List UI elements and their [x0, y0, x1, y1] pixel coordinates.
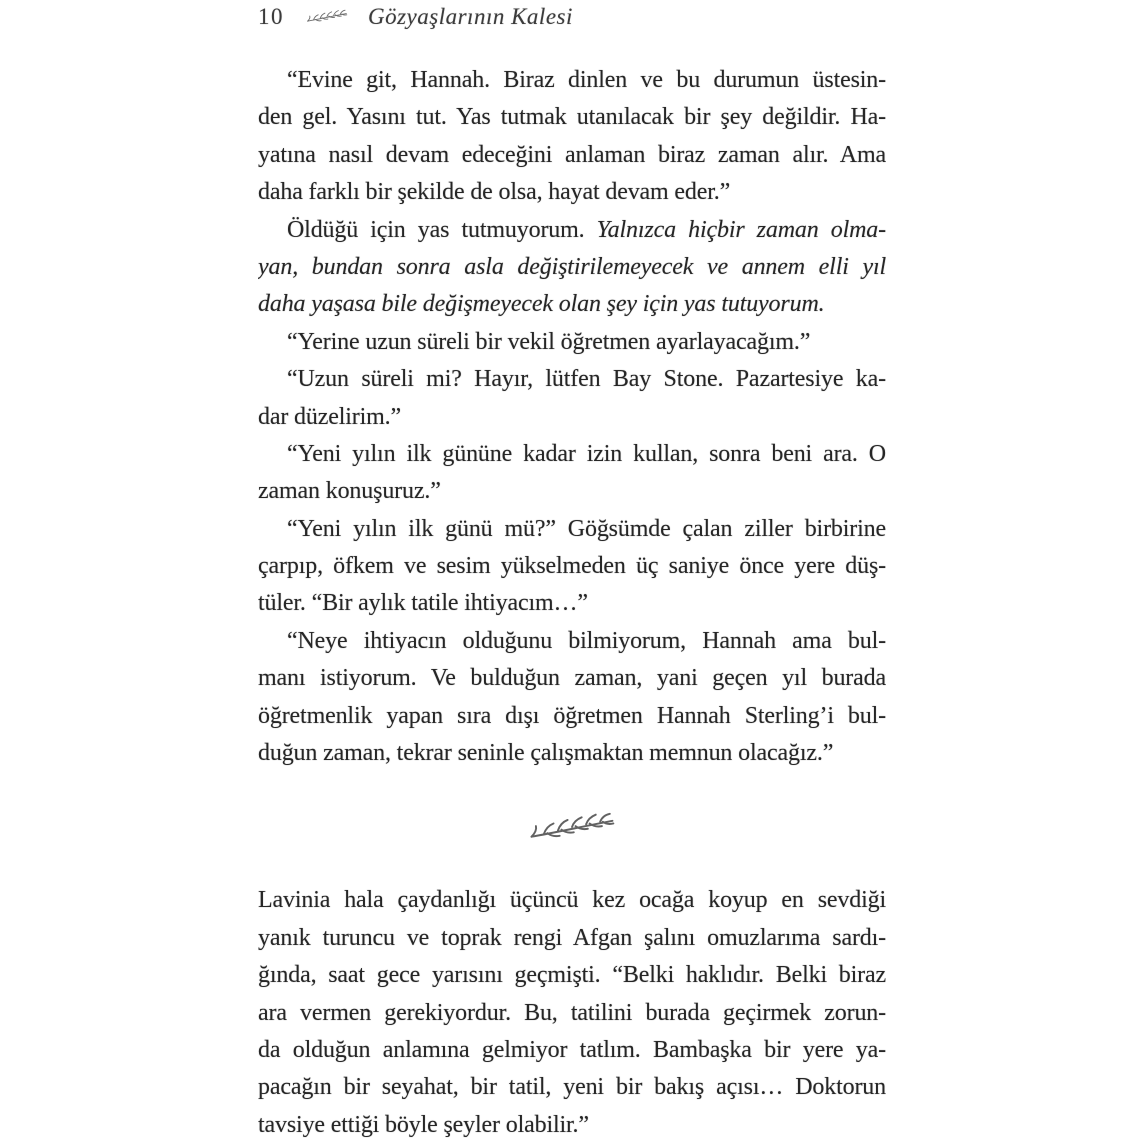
leaf-sprig-icon	[306, 9, 348, 24]
text-line: duğun zaman, tekrar seninle çalışmaktan memnun olacağız.”	[258, 740, 834, 767]
text-line: zaman konuşuruz.”	[258, 478, 441, 505]
section-divider	[258, 772, 886, 882]
text-line: dar düzelirim.”	[258, 403, 402, 430]
page-number: 10	[258, 4, 284, 29]
text-line: den gel. Yasını tut. Yas tutmak utanılacak bir şey değildir. Ha-	[258, 104, 886, 131]
text-line: tüler. “Bir aylık tatile ihtiyacım…”	[258, 590, 588, 617]
text-line: “Yeni yılın ilk gününe kadar izin kullan, sonra beni ara. O	[287, 440, 886, 467]
text-line: tavsiye ettiği böyle şeyler olabilir.”	[258, 1111, 589, 1138]
text-line: yatına nasıl devam edeceğini anlaman biraz zaman alır. Ama	[258, 141, 886, 168]
paragraph	[258, 361, 886, 436]
text-body	[258, 62, 886, 1140]
text-line: daha farklı bir şekilde de olsa, hayat devam eder.”	[258, 179, 731, 206]
text-line: yan, bundan sonra asla değiştirilemeyecek ve annem elli yıl	[258, 253, 886, 280]
text-line: ara vermen gerekiyordur. Bu, tatilini burada geçirmek zorun-	[258, 999, 886, 1026]
text-line: Lavinia hala çaydanlığı üçüncü kez ocağa koyup en sevdiği	[258, 887, 886, 914]
paragraph	[258, 436, 886, 511]
text-line: daha yaşasa bile değişmeyecek olan şey için yas tutuyorum.	[258, 291, 825, 318]
text-line: pacağın bir seyahat, bir tatil, yeni bir bakış açısı… Doktorun	[258, 1074, 886, 1101]
text-line: ğında, saat gece yarısını geçmişti. “Belki haklıdır. Belki biraz	[258, 962, 886, 989]
running-header	[258, 3, 886, 31]
text-line: “Uzun süreli mi? Hayır, lütfen Bay Stone. Pazartesiye ka-	[287, 366, 886, 393]
paragraph	[258, 623, 886, 773]
text-line: “Neye ihtiyacın olduğunu bilmiyorum, Hannah ama bul-	[287, 627, 886, 654]
leaf-sprig-icon	[306, 3, 348, 31]
text-line: “Yerine uzun süreli bir vekil öğretmen ayarlayacağım.”	[287, 328, 811, 355]
text-line: öğretmenlik yapan sıra dışı öğretmen Hannah Sterling’i bul-	[258, 702, 886, 729]
text-line: manı istiyorum. Ve bulduğun zaman, yani geçen yıl burada	[258, 665, 886, 692]
text-line: yanık turuncu ve toprak rengi Afgan şalını omuzlarıma sardı-	[258, 924, 886, 951]
paragraph	[258, 62, 886, 212]
text-line: çarpıp, öfkem ve sesim yükselmeden üç saniye önce yere düş-	[258, 553, 886, 580]
text-line: “Yeni yılın ilk günü mü?” Göğsümde çalan ziller birbirine	[287, 515, 886, 542]
paragraph	[258, 511, 886, 623]
paragraph	[258, 882, 886, 1140]
leaf-sprig-icon	[528, 812, 616, 842]
text-line: da olduğun anlamına gelmiyor tatlım. Bambaşka bir yere ya-	[258, 1036, 886, 1063]
book-title: Gözyaşlarının Kalesi	[368, 4, 573, 29]
paragraph	[258, 212, 886, 324]
text-line: Öldüğü için yas tutmuyorum. Yalnızca hiçbir zaman olma-	[287, 216, 886, 243]
paragraph	[258, 324, 886, 361]
text-line: “Evine git, Hannah. Biraz dinlen ve bu durumun üstesin-	[287, 67, 886, 93]
